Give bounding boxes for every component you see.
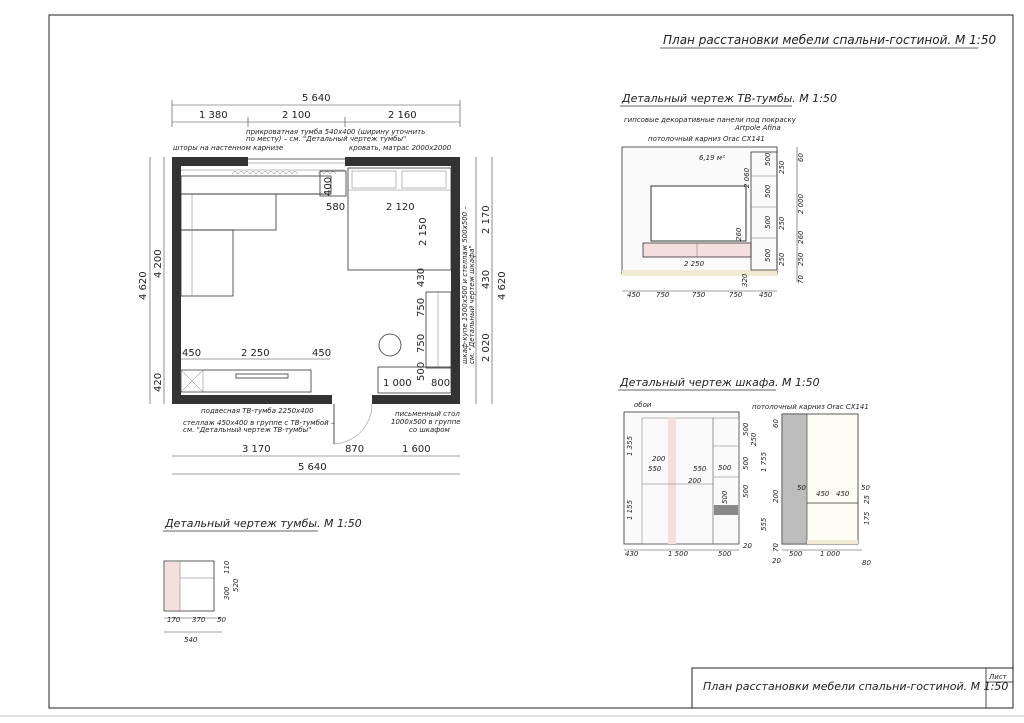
bedside-detail (163, 517, 362, 644)
wall-bottom-left (172, 395, 332, 404)
wardrobe-cornice: потолочный карниз Orac CX141 (752, 403, 869, 411)
bed (348, 168, 451, 270)
tv-right-260: 260 (797, 230, 805, 244)
bedside-bottom-50: 50 (217, 616, 226, 624)
dim-1000: 1 000 (383, 378, 412, 389)
bed-pillow-left (352, 171, 396, 188)
tv-note-1: гипсовые декоративные панели под покраску (624, 116, 796, 124)
wardrobe-bottom-430: 430 (625, 550, 639, 558)
tv-screen (651, 186, 746, 241)
bedside-right-520: 520 (232, 578, 240, 592)
wall-top-right (345, 157, 459, 166)
side-bottom-500: 500 (789, 550, 803, 558)
side-inner-50a: 50 (797, 484, 806, 492)
wardrobe-inner-500b: 500 (721, 490, 729, 504)
tv-detail (620, 92, 837, 299)
tv-gap-2: 250 (778, 216, 786, 230)
tv-shelf-dim-2: 500 (764, 184, 772, 198)
tv-dim-320: 320 (741, 273, 749, 287)
wardrobe (426, 292, 451, 368)
tv-right-60: 60 (797, 153, 805, 162)
desk-chair (379, 334, 401, 356)
dim-left-total: 4 620 (138, 271, 149, 300)
tv-wall-floor (622, 270, 777, 276)
side-bottom-1000: 1 000 (820, 550, 841, 558)
dim-bottom-seg-1: 3 170 (242, 444, 271, 455)
tv-shelf-dim-4: 500 (764, 248, 772, 262)
dim-750a: 750 (416, 297, 427, 317)
tv-bottom-3: 750 (692, 291, 706, 299)
wardrobe-inner-500a: 500 (718, 464, 732, 472)
wardrobe-drawer (714, 505, 738, 515)
side-inner-50b: 50 (861, 484, 870, 492)
curtain-right (318, 172, 336, 175)
dim-tv-right: 450 (312, 348, 332, 359)
bed-pillow-right (402, 171, 446, 188)
wardrobe-side-floor (807, 540, 858, 544)
sheet-title: План расстановки мебели спальни-гостиной. М 1:50 (663, 33, 997, 47)
wardrobe-right-500c: 500 (742, 484, 750, 498)
dim-top-seg-1: 1 380 (199, 110, 228, 121)
dim-tv-mid: 2 250 (241, 348, 270, 359)
side-left-1755: 1 755 (760, 451, 768, 472)
dim-580: 580 (326, 202, 346, 213)
tv-right-2000: 2 000 (797, 193, 805, 214)
wall-bottom-right (372, 395, 460, 404)
wardrobe-detail (618, 376, 871, 567)
side-left-555: 555 (760, 517, 768, 531)
wardrobe-bottom-1500: 1 500 (668, 550, 689, 558)
dim-right-top: 2 170 (481, 205, 492, 234)
wardrobe-right-500b: 500 (742, 456, 750, 470)
tv-right-70: 70 (797, 275, 805, 284)
note-desk-2: 1000х500 в группе (391, 418, 461, 426)
note-tv-1: подвесная ТВ-тумба 2250х400 (201, 407, 314, 415)
title-stamp (692, 668, 1013, 708)
bedside-detail-title: Детальный чертеж тумбы. М 1:50 (165, 517, 362, 530)
dim-400: 400 (323, 176, 334, 196)
bedside-right-300: 300 (223, 586, 231, 600)
note-bedside-1: прикроватная тумба 540х400 (ширину уточнить (246, 128, 426, 136)
tv-gap-1: 250 (778, 160, 786, 174)
sofa-back (181, 176, 331, 194)
dim-top-seg-3: 2 160 (388, 110, 417, 121)
dim-top-total: 5 640 (302, 93, 331, 104)
dim-500: 500 (416, 361, 427, 381)
tv-note-2: Artpole Afina (735, 124, 781, 132)
tv-bottom-2: 750 (656, 291, 670, 299)
dim-800: 800 (431, 378, 451, 389)
note-bedside-2: по месту) – см. "Детальный чертеж тумбы" (246, 135, 407, 143)
wall-right (451, 157, 460, 404)
dim-bottom-seg-2: 870 (345, 444, 365, 455)
dim-right-bottom: 2 020 (481, 333, 492, 362)
tv-gap-3: 250 (778, 252, 786, 266)
dim-750b: 750 (416, 333, 427, 353)
wardrobe-bottom-20: 20 (743, 542, 752, 550)
dim-left-inner: 4 200 (153, 249, 164, 278)
door-swing (334, 404, 372, 444)
side-bottom-80: 80 (862, 559, 871, 567)
sofa-seat (181, 194, 276, 230)
dim-2150: 2 150 (418, 217, 429, 246)
wardrobe-left-1155: 1 155 (626, 499, 634, 520)
side-inner-450a: 450 (816, 490, 830, 498)
note-desk-3: со шкафом (409, 426, 450, 434)
wardrobe-right-500a: 500 (742, 422, 750, 436)
wall-top-left (172, 157, 248, 166)
wardrobe-side-grey (782, 414, 807, 544)
wardrobe-pink-strip (668, 418, 676, 544)
wardrobe-inner-550a: 550 (648, 465, 662, 473)
note-curtains: шторы на настенном карнизе (173, 144, 284, 152)
bedside-pink (165, 562, 180, 610)
dim-right-total: 4 620 (497, 271, 508, 300)
note-tv-2: стеллаж 450х400 в группе с ТВ-тумбой – (183, 419, 335, 427)
tv-bottom-4: 750 (729, 291, 743, 299)
dim-left-bottom: 420 (153, 372, 164, 392)
wardrobe-wallpaper: обои (634, 401, 652, 409)
stamp-sheet-label: Лист (989, 673, 1007, 681)
bedside-bottom-370: 370 (192, 616, 206, 624)
curtain-left (232, 172, 298, 175)
note-wardrobe-1: шкаф-купе 1500х500 и стеллаж 500х500 – (461, 206, 469, 364)
side-left-200: 200 (772, 489, 780, 503)
tv-area: 6,19 м² (699, 154, 725, 162)
dim-right-mid: 430 (481, 269, 492, 289)
wardrobe-inner-200b: 200 (688, 477, 702, 485)
tv-dim-260: 260 (735, 227, 743, 241)
bedside-right-110: 110 (223, 560, 231, 574)
note-bed: кровать, матрас 2000х2000 (349, 144, 452, 152)
bedside-bottom-170: 170 (167, 616, 181, 624)
side-left-60: 60 (772, 419, 780, 428)
wardrobe-left-1355: 1 355 (626, 435, 634, 456)
wardrobe-right-250: 250 (750, 432, 758, 446)
dim-430: 430 (416, 267, 427, 287)
tv-dim-2250: 2 250 (684, 260, 705, 268)
wardrobe-inner-550b: 550 (693, 465, 707, 473)
tv-note-3: потолочный карниз Orac CX141 (648, 135, 765, 143)
side-inner-25: 25 (863, 495, 871, 504)
side-inner-175: 175 (863, 511, 871, 525)
note-desk-1: письменный стол (395, 410, 460, 418)
floor-plan (138, 93, 508, 474)
sofa-chaise (181, 230, 233, 296)
wardrobe-detail-title: Детальный чертеж шкафа. М 1:50 (620, 376, 820, 389)
tv-shelf-dim-3: 500 (764, 215, 772, 229)
wardrobe-front (624, 412, 739, 544)
note-wardrobe-2: см. "Детальный чертеж шкафа" (468, 245, 476, 364)
side-left-70: 70 (772, 543, 780, 552)
wardrobe-bottom-500: 500 (718, 550, 732, 558)
tv-detail-title: Детальный чертеж ТВ-тумбы. М 1:50 (622, 92, 837, 105)
tv-stand (181, 370, 311, 392)
dim-bottom-seg-3: 1 600 (402, 444, 431, 455)
dim-tv-left: 450 (182, 348, 202, 359)
tv-dim-2060: 2 060 (743, 167, 751, 188)
tv-bottom-1: 450 (627, 291, 641, 299)
bedside-total: 540 (184, 636, 198, 644)
tv-right-250: 250 (797, 252, 805, 266)
dim-2120: 2 120 (386, 202, 415, 213)
tv-shelf-dim-1: 500 (764, 152, 772, 166)
tv-bottom-5: 450 (759, 291, 773, 299)
side-inner-450b: 450 (836, 490, 850, 498)
side-left-20: 20 (772, 557, 781, 565)
note-tv-3: см. "Детальный чертеж ТВ-тумбы" (183, 426, 312, 434)
dim-bottom-total: 5 640 (298, 462, 327, 473)
wardrobe-inner-200a: 200 (652, 455, 666, 463)
tv-screen (236, 374, 288, 378)
wall-left (172, 157, 181, 404)
dim-top-seg-2: 2 100 (282, 110, 311, 121)
stamp-title: План расстановки мебели спальни-гостиной. М 1:50 (703, 680, 1009, 693)
